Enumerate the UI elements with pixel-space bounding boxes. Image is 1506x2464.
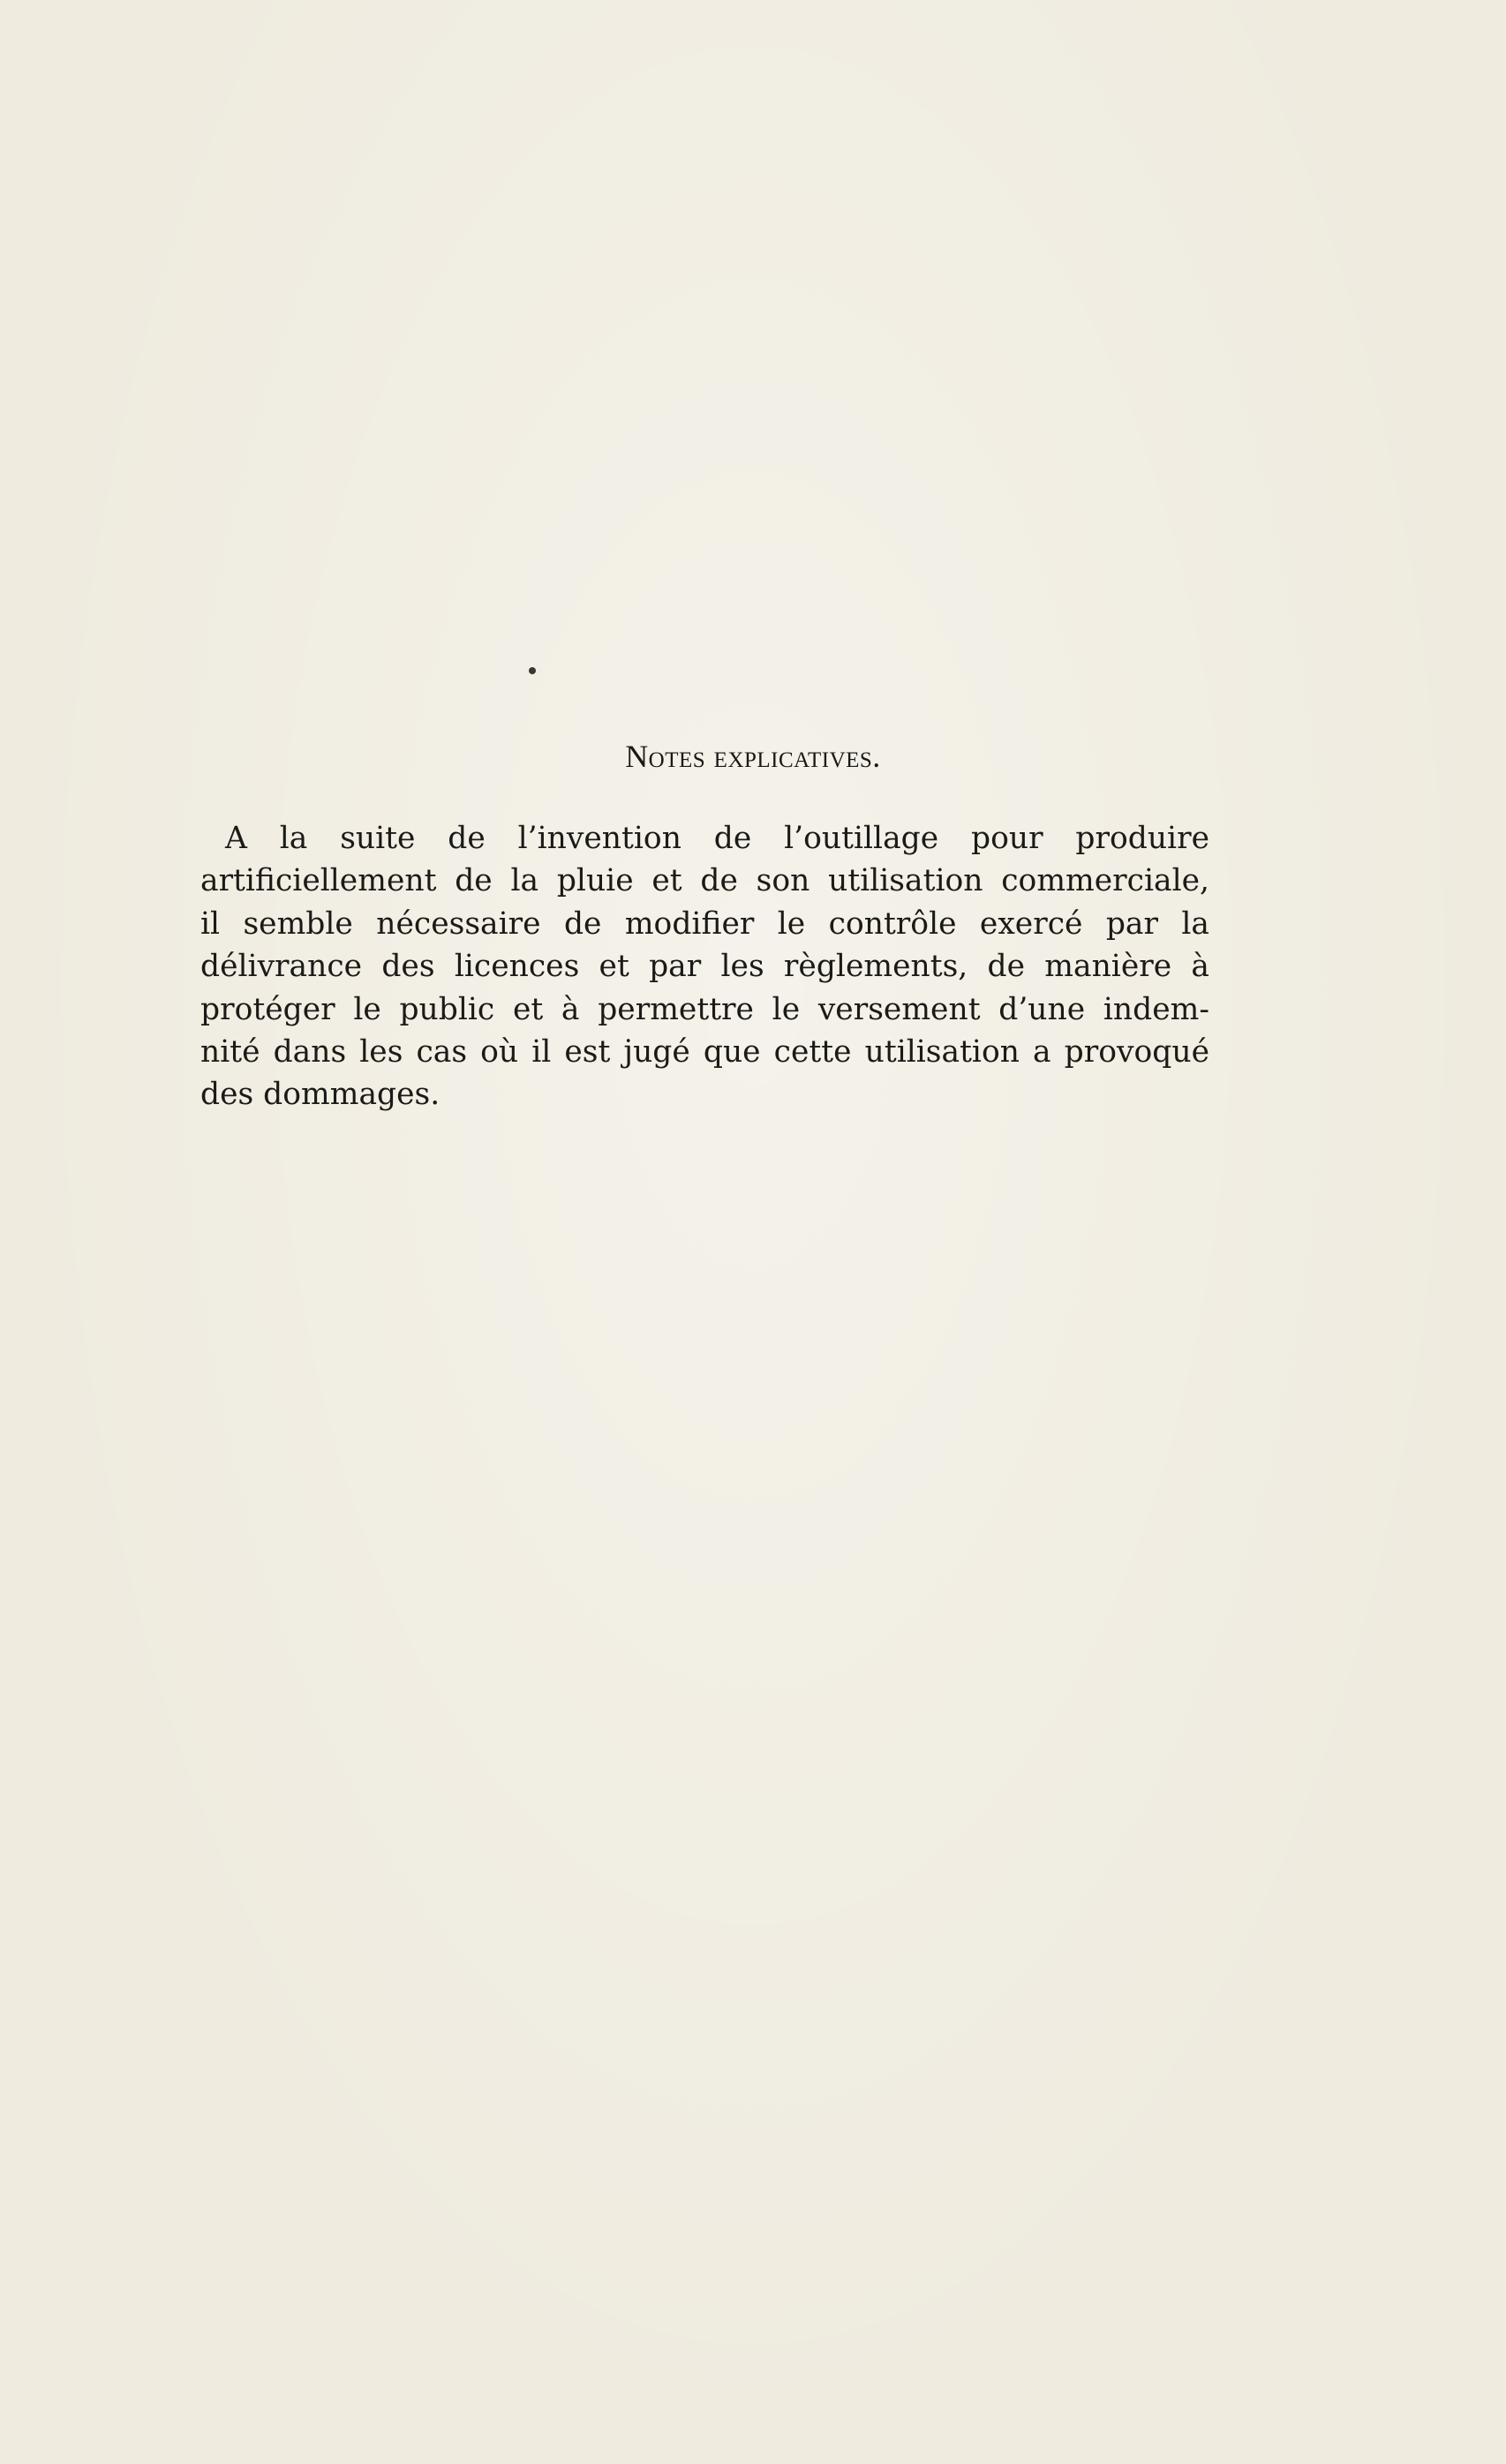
paragraph-line: nité dans les cas où il est jugé que cette utilisation a provoqué — [200, 1034, 1209, 1070]
explanatory-paragraph — [200, 817, 1209, 1116]
paragraph-line: délivrance des licences et par les règlements, de manière à — [200, 949, 1209, 985]
paragraph-line: des dommages. — [200, 1077, 441, 1113]
paragraph-line: il semble nécessaire de modifier le contrôle exercé par la — [200, 905, 1209, 942]
paragraph-line: protéger le public et à permettre le versement d’une indem- — [200, 991, 1209, 1027]
section-heading: Notes explicatives. — [625, 739, 881, 774]
paragraph-line: A la suite de l’invention de l’outillage pour produire — [225, 821, 1209, 856]
ink-speck — [529, 667, 536, 674]
paragraph-line: artificiellement de la pluie et de son utilisation commerciale, — [200, 863, 1209, 899]
